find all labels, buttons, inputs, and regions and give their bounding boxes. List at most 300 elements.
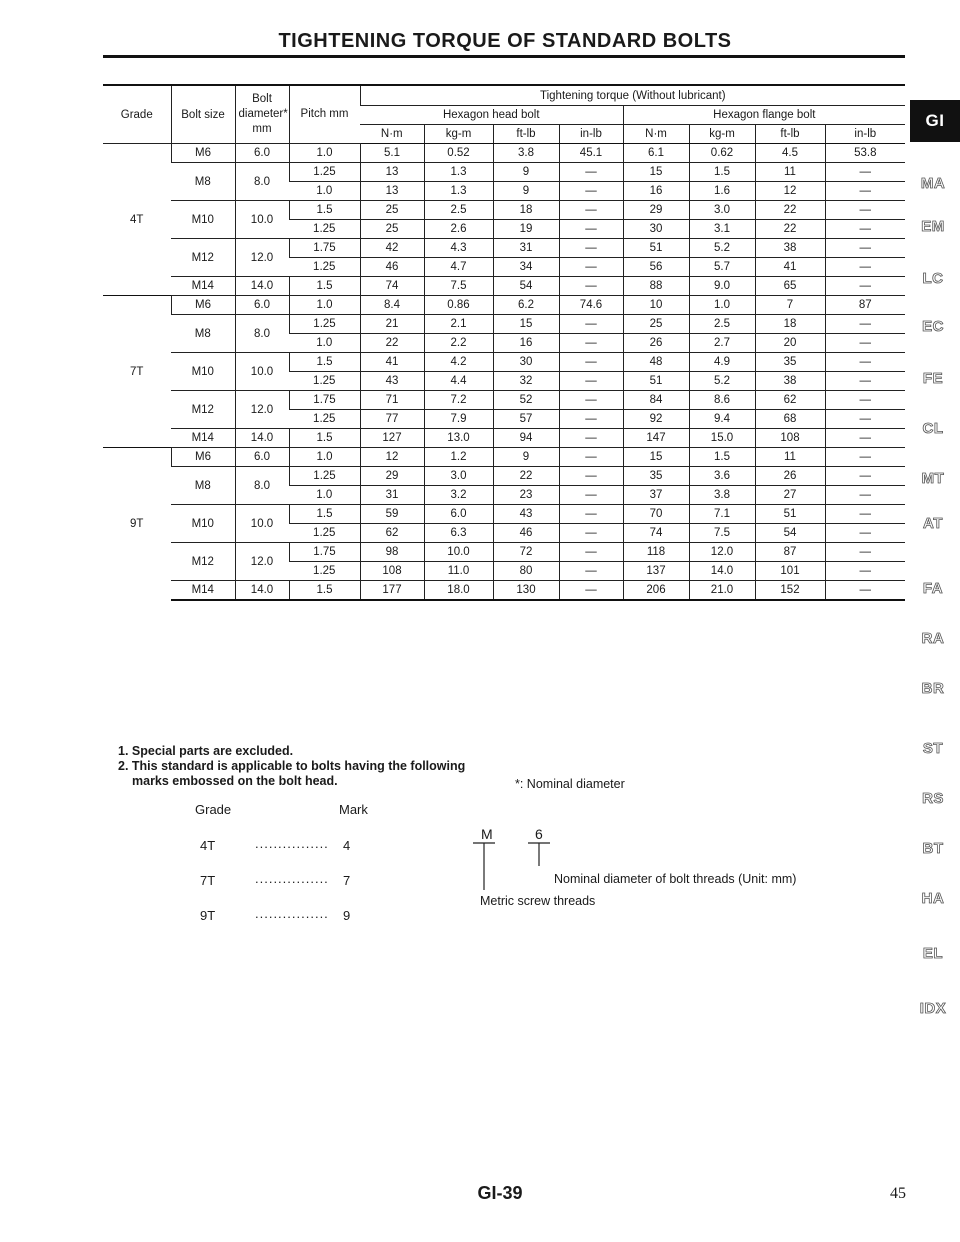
pitch-cell: 1.75 xyxy=(289,239,360,258)
torque-cell: 23 xyxy=(493,486,559,505)
pitch-cell: 1.0 xyxy=(289,182,360,201)
torque-cell: 3.0 xyxy=(424,467,493,486)
torque-cell: 6.0 xyxy=(424,505,493,524)
unit-header: N·m xyxy=(360,125,424,144)
torque-cell: — xyxy=(825,163,905,182)
table-row xyxy=(103,429,905,448)
torque-cell: 59 xyxy=(360,505,424,524)
torque-cell: 3.8 xyxy=(493,144,559,163)
section-tab-active[interactable]: GI xyxy=(910,100,960,142)
torque-cell: — xyxy=(559,239,623,258)
torque-cell: 3.1 xyxy=(689,220,755,239)
pitch-cell: 1.25 xyxy=(289,163,360,182)
torque-cell: 38 xyxy=(755,372,825,391)
torque-cell: 92 xyxy=(623,410,689,429)
section-tab-mt[interactable]: MT xyxy=(921,470,945,487)
bolt-diameter-cell: 8.0 xyxy=(235,315,289,353)
torque-cell: 2.6 xyxy=(424,220,493,239)
torque-cell: 6.3 xyxy=(424,524,493,543)
table-row xyxy=(103,201,905,220)
torque-cell: 68 xyxy=(755,410,825,429)
torque-cell: 26 xyxy=(755,467,825,486)
header-hexagon-head-bolt: Hexagon head bolt xyxy=(360,106,623,125)
torque-cell: 30 xyxy=(623,220,689,239)
torque-cell: — xyxy=(559,448,623,467)
section-tab-ec[interactable]: EC xyxy=(922,318,944,335)
torque-cell: 27 xyxy=(755,486,825,505)
torque-cell: 1.6 xyxy=(689,182,755,201)
bolt-diameter-cell: 8.0 xyxy=(235,163,289,201)
torque-cell: 21 xyxy=(360,315,424,334)
torque-cell: 152 xyxy=(755,581,825,601)
torque-cell: 5.2 xyxy=(689,239,755,258)
torque-cell: 0.86 xyxy=(424,296,493,315)
pitch-cell: 1.0 xyxy=(289,144,360,163)
torque-cell: 5.7 xyxy=(689,258,755,277)
mark-grade: 7T xyxy=(200,873,216,888)
torque-cell: 53.8 xyxy=(825,144,905,163)
torque-cell: 2.1 xyxy=(424,315,493,334)
torque-cell: 54 xyxy=(755,524,825,543)
torque-cell: 118 xyxy=(623,543,689,562)
pitch-cell: 1.25 xyxy=(289,220,360,239)
torque-cell: — xyxy=(559,467,623,486)
torque-cell: 4.4 xyxy=(424,372,493,391)
grade-cell: 7T xyxy=(103,296,171,448)
header-grade: Grade xyxy=(103,86,171,144)
torque-cell: 7.9 xyxy=(424,410,493,429)
torque-cell: 22 xyxy=(360,334,424,353)
torque-cell: 4.3 xyxy=(424,239,493,258)
bolt-diameter-cell: 6.0 xyxy=(235,296,289,315)
torque-cell: 4.7 xyxy=(424,258,493,277)
torque-cell: — xyxy=(559,581,623,601)
torque-cell: — xyxy=(825,372,905,391)
torque-cell: 15 xyxy=(623,448,689,467)
pitch-cell: 1.0 xyxy=(289,334,360,353)
bolt-size-cell: M8 xyxy=(171,163,235,201)
mark-value: 4 xyxy=(343,838,351,853)
torque-cell: 72 xyxy=(493,543,559,562)
torque-cell: 130 xyxy=(493,581,559,601)
torque-cell: 35 xyxy=(755,353,825,372)
header-pitch: Pitch mm xyxy=(289,86,360,144)
mark-grade: 9T xyxy=(200,908,216,923)
torque-cell: 41 xyxy=(360,353,424,372)
torque-cell: — xyxy=(559,220,623,239)
section-tab-cl[interactable]: CL xyxy=(922,420,944,437)
bolt-size-cell: M10 xyxy=(171,353,235,391)
table-row xyxy=(103,144,905,163)
torque-cell: 30 xyxy=(493,353,559,372)
torque-cell: — xyxy=(825,277,905,296)
bolt-diameter-cell: 10.0 xyxy=(235,201,289,239)
torque-cell: — xyxy=(825,201,905,220)
torque-cell: 87 xyxy=(755,543,825,562)
torque-cell: — xyxy=(559,372,623,391)
section-tab-st[interactable]: ST xyxy=(922,740,944,757)
torque-cell: 9 xyxy=(493,163,559,182)
torque-cell: — xyxy=(825,429,905,448)
pitch-cell: 1.25 xyxy=(289,258,360,277)
torque-cell: 16 xyxy=(623,182,689,201)
torque-cell: 94 xyxy=(493,429,559,448)
torque-cell: 2.7 xyxy=(689,334,755,353)
torque-cell: 137 xyxy=(623,562,689,581)
torque-cell: 8.4 xyxy=(360,296,424,315)
table-row xyxy=(103,467,905,486)
torque-cell: 15 xyxy=(493,315,559,334)
pitch-cell: 1.0 xyxy=(289,448,360,467)
diagram-digit-6: 6 xyxy=(535,826,543,842)
torque-cell: 71 xyxy=(360,391,424,410)
bolt-size-cell: M6 xyxy=(171,448,235,467)
torque-cell: 108 xyxy=(360,562,424,581)
torque-cell: — xyxy=(825,315,905,334)
torque-cell: — xyxy=(825,562,905,581)
torque-cell: — xyxy=(825,410,905,429)
section-tab-bt[interactable]: BT xyxy=(922,840,944,857)
torque-cell: — xyxy=(559,410,623,429)
torque-cell: — xyxy=(825,543,905,562)
pitch-cell: 1.5 xyxy=(289,277,360,296)
section-tab-el[interactable]: EL xyxy=(922,945,944,962)
torque-cell: 6.2 xyxy=(493,296,559,315)
table-row xyxy=(103,163,905,182)
torque-cell: 25 xyxy=(360,220,424,239)
bolt-diameter-cell: 8.0 xyxy=(235,467,289,505)
torque-cell: 25 xyxy=(360,201,424,220)
table-row xyxy=(103,239,905,258)
pitch-cell: 1.25 xyxy=(289,315,360,334)
pitch-cell: 1.75 xyxy=(289,391,360,410)
torque-cell: — xyxy=(559,524,623,543)
diagram-letter-m: M xyxy=(481,826,493,842)
torque-cell: 5.2 xyxy=(689,372,755,391)
torque-cell: 21.0 xyxy=(689,581,755,601)
torque-cell: 4.5 xyxy=(755,144,825,163)
section-tab-br[interactable]: BR xyxy=(921,680,945,697)
header-tightening-torque: Tightening torque (Without lubricant) xyxy=(360,86,905,106)
torque-cell: 51 xyxy=(623,372,689,391)
torque-cell: 7.5 xyxy=(424,277,493,296)
section-tab-lc[interactable]: LC xyxy=(922,270,944,287)
torque-cell: — xyxy=(825,220,905,239)
torque-cell: 15.0 xyxy=(689,429,755,448)
torque-cell: 31 xyxy=(360,486,424,505)
torque-cell: 3.8 xyxy=(689,486,755,505)
torque-cell: — xyxy=(559,391,623,410)
torque-cell: 1.0 xyxy=(689,296,755,315)
torque-cell: 51 xyxy=(755,505,825,524)
mark-grade: 4T xyxy=(200,838,216,853)
unit-header: N·m xyxy=(623,125,689,144)
diagram-metric-label: Metric screw threads xyxy=(480,894,596,908)
torque-cell: — xyxy=(559,182,623,201)
torque-cell: 41 xyxy=(755,258,825,277)
torque-cell: 6.1 xyxy=(623,144,689,163)
bolt-size-cell: M8 xyxy=(171,467,235,505)
torque-cell: 3.6 xyxy=(689,467,755,486)
pitch-cell: 1.5 xyxy=(289,429,360,448)
torque-cell: 9.0 xyxy=(689,277,755,296)
table-row xyxy=(103,315,905,334)
torque-cell: 98 xyxy=(360,543,424,562)
torque-cell: 22 xyxy=(755,201,825,220)
grade-cell: 4T xyxy=(130,213,144,226)
torque-cell: 22 xyxy=(755,220,825,239)
torque-cell: 10 xyxy=(623,296,689,315)
torque-cell: 1.2 xyxy=(424,448,493,467)
torque-cell: 7.5 xyxy=(689,524,755,543)
torque-cell: 2.2 xyxy=(424,334,493,353)
section-tab-rs[interactable]: RS xyxy=(922,790,944,807)
torque-cell: 74 xyxy=(360,277,424,296)
note-2-cont: marks embossed on the bolt head. xyxy=(132,774,338,788)
section-tab-fe[interactable]: FE xyxy=(922,370,944,387)
torque-cell: 62 xyxy=(360,524,424,543)
torque-cell: 13.0 xyxy=(424,429,493,448)
torque-cell: 70 xyxy=(623,505,689,524)
mark-value: 7 xyxy=(343,873,351,888)
torque-cell: 43 xyxy=(493,505,559,524)
section-tab-fa[interactable]: FA xyxy=(922,580,944,597)
torque-cell: 7.2 xyxy=(424,391,493,410)
torque-cell: 7 xyxy=(755,296,825,315)
bolt-diameter-cell: 10.0 xyxy=(235,505,289,543)
torque-cell: 29 xyxy=(623,201,689,220)
table-row xyxy=(103,448,905,467)
mark-dots: ................ xyxy=(255,871,329,886)
note-2: 2. This standard is applicable to bolts having the following xyxy=(118,759,466,773)
unit-header: ft-lb xyxy=(493,125,559,144)
torque-cell: 37 xyxy=(623,486,689,505)
torque-cell: 14.0 xyxy=(689,562,755,581)
bolt-size-cell: M8 xyxy=(171,315,235,353)
bolt-size-cell: M10 xyxy=(171,201,235,239)
torque-cell: 7.1 xyxy=(689,505,755,524)
torque-cell: — xyxy=(825,581,905,601)
diagram-nominal-label: Nominal diameter of bolt threads (Unit: mm) xyxy=(554,872,797,886)
torque-cell: 11.0 xyxy=(424,562,493,581)
bolt-diameter-cell: 14.0 xyxy=(235,581,289,601)
torque-cell: 1.3 xyxy=(424,182,493,201)
torque-cell: — xyxy=(825,448,905,467)
pitch-cell: 1.5 xyxy=(289,581,360,601)
torque-cell: 1.3 xyxy=(424,163,493,182)
torque-cell: 29 xyxy=(360,467,424,486)
torque-cell: 52 xyxy=(493,391,559,410)
bolt-diameter-cell: 14.0 xyxy=(235,429,289,448)
torque-cell: — xyxy=(825,353,905,372)
torque-cell: 3.0 xyxy=(689,201,755,220)
torque-cell: 18 xyxy=(755,315,825,334)
torque-cell: 127 xyxy=(360,429,424,448)
pitch-cell: 1.5 xyxy=(289,201,360,220)
torque-cell: 46 xyxy=(360,258,424,277)
section-tab-ha[interactable]: HA xyxy=(921,890,945,907)
table-row xyxy=(103,391,905,410)
table-row xyxy=(103,353,905,372)
torque-cell: — xyxy=(825,182,905,201)
section-tab-em[interactable]: EM xyxy=(921,218,945,235)
torque-cell: — xyxy=(559,334,623,353)
mark-dots: ................ xyxy=(255,906,329,921)
torque-cell: 56 xyxy=(623,258,689,277)
page-footer: GI-39 xyxy=(477,1183,523,1203)
bolt-size-cell: M12 xyxy=(171,239,235,277)
torque-cell: 5.1 xyxy=(360,144,424,163)
note-1: 1. Special parts are excluded. xyxy=(118,744,294,758)
torque-cell: 9.4 xyxy=(689,410,755,429)
unit-header: in-lb xyxy=(559,125,623,144)
torque-table-body xyxy=(103,144,905,601)
header-bolt-size: Bolt size xyxy=(171,86,235,144)
bolt-diameter-cell: 12.0 xyxy=(235,543,289,581)
torque-cell: 0.62 xyxy=(689,144,755,163)
pitch-cell: 1.25 xyxy=(289,467,360,486)
section-tab-ma[interactable]: MA xyxy=(920,175,946,192)
torque-cell: 147 xyxy=(623,429,689,448)
torque-cell: 42 xyxy=(360,239,424,258)
header-hexagon-flange-bolt: Hexagon flange bolt xyxy=(623,106,905,125)
torque-cell: — xyxy=(825,391,905,410)
mark-value: 9 xyxy=(343,908,351,923)
torque-cell: 13 xyxy=(360,182,424,201)
torque-cell: 74 xyxy=(623,524,689,543)
table-row xyxy=(103,277,905,296)
torque-cell: — xyxy=(559,163,623,182)
section-tab-ra[interactable]: RA xyxy=(921,630,945,647)
page-number: 45 xyxy=(890,1185,906,1202)
bolt-diameter-cell: 12.0 xyxy=(235,239,289,277)
bolt-size-cell: M12 xyxy=(171,543,235,581)
torque-cell: 19 xyxy=(493,220,559,239)
torque-cell: — xyxy=(559,543,623,562)
torque-cell: 48 xyxy=(623,353,689,372)
torque-cell: 177 xyxy=(360,581,424,601)
pitch-cell: 1.75 xyxy=(289,543,360,562)
pitch-cell: 1.25 xyxy=(289,562,360,581)
torque-cell: 32 xyxy=(493,372,559,391)
torque-cell: 25 xyxy=(623,315,689,334)
torque-cell: — xyxy=(559,562,623,581)
torque-cell: — xyxy=(559,277,623,296)
torque-cell: 22 xyxy=(493,467,559,486)
torque-cell: 65 xyxy=(755,277,825,296)
pitch-cell: 1.25 xyxy=(289,372,360,391)
pitch-cell: 1.0 xyxy=(289,486,360,505)
bolt-size-cell: M14 xyxy=(171,581,235,601)
torque-cell: 31 xyxy=(493,239,559,258)
torque-cell: 26 xyxy=(623,334,689,353)
mark-header-mark: Mark xyxy=(339,802,368,817)
torque-cell: 77 xyxy=(360,410,424,429)
torque-cell: 80 xyxy=(493,562,559,581)
torque-table xyxy=(103,86,905,601)
unit-header: in-lb xyxy=(825,125,905,144)
torque-cell: 84 xyxy=(623,391,689,410)
torque-cell: 45.1 xyxy=(559,144,623,163)
torque-cell: — xyxy=(825,239,905,258)
torque-cell: — xyxy=(559,486,623,505)
torque-cell: 88 xyxy=(623,277,689,296)
torque-cell: 34 xyxy=(493,258,559,277)
pitch-cell: 1.25 xyxy=(289,410,360,429)
bolt-size-cell: M14 xyxy=(171,429,235,448)
torque-cell: 0.52 xyxy=(424,144,493,163)
torque-cell: 57 xyxy=(493,410,559,429)
bolt-diameter-cell: 6.0 xyxy=(235,144,289,163)
torque-cell: 8.6 xyxy=(689,391,755,410)
page-title: TIGHTENING TORQUE OF STANDARD BOLTS xyxy=(278,30,732,52)
section-tab-idx[interactable]: IDX xyxy=(919,1000,947,1017)
torque-cell: 12 xyxy=(360,448,424,467)
torque-cell: 1.5 xyxy=(689,163,755,182)
header-bolt-diameter: Bolt diameter* mm xyxy=(235,86,289,144)
torque-cell: 10.0 xyxy=(424,543,493,562)
torque-cell: — xyxy=(559,429,623,448)
mark-dots: ................ xyxy=(255,836,329,851)
grade-cell: 9T xyxy=(103,448,171,601)
table-row xyxy=(103,505,905,524)
mark-header-grade: Grade xyxy=(195,802,232,817)
table-row xyxy=(103,296,905,315)
torque-cell: — xyxy=(825,524,905,543)
torque-cell: — xyxy=(559,258,623,277)
bolt-size-cell: M12 xyxy=(171,391,235,429)
torque-cell: 87 xyxy=(825,296,905,315)
torque-cell: 4.2 xyxy=(424,353,493,372)
pitch-cell: 1.5 xyxy=(289,353,360,372)
torque-cell: 16 xyxy=(493,334,559,353)
section-tab-at[interactable]: AT xyxy=(923,515,943,532)
torque-cell: 46 xyxy=(493,524,559,543)
bolt-diameter-cell: 12.0 xyxy=(235,391,289,429)
torque-cell: 9 xyxy=(493,448,559,467)
torque-cell: 35 xyxy=(623,467,689,486)
torque-cell: 2.5 xyxy=(424,201,493,220)
torque-cell: 11 xyxy=(755,448,825,467)
bolt-diameter-cell: 6.0 xyxy=(235,448,289,467)
torque-cell: 12.0 xyxy=(689,543,755,562)
torque-cell: — xyxy=(825,258,905,277)
torque-cell: — xyxy=(825,505,905,524)
bolt-designation-diagram xyxy=(470,822,560,892)
torque-cell: — xyxy=(559,201,623,220)
torque-cell: 13 xyxy=(360,163,424,182)
bolt-size-cell: M6 xyxy=(171,144,235,163)
torque-cell: 12 xyxy=(755,182,825,201)
torque-cell: 2.5 xyxy=(689,315,755,334)
bolt-size-cell: M14 xyxy=(171,277,235,296)
torque-cell: 43 xyxy=(360,372,424,391)
pitch-cell: 1.25 xyxy=(289,524,360,543)
table-row xyxy=(103,581,905,601)
torque-cell: 11 xyxy=(755,163,825,182)
table-row xyxy=(103,543,905,562)
torque-cell: — xyxy=(559,315,623,334)
torque-cell: 62 xyxy=(755,391,825,410)
unit-header: ft-lb xyxy=(755,125,825,144)
torque-cell: 38 xyxy=(755,239,825,258)
torque-cell: — xyxy=(825,467,905,486)
nominal-diameter-note: *: Nominal diameter xyxy=(515,777,625,791)
torque-cell: 206 xyxy=(623,581,689,601)
torque-cell: 9 xyxy=(493,182,559,201)
torque-cell: — xyxy=(825,486,905,505)
notes xyxy=(118,744,465,789)
